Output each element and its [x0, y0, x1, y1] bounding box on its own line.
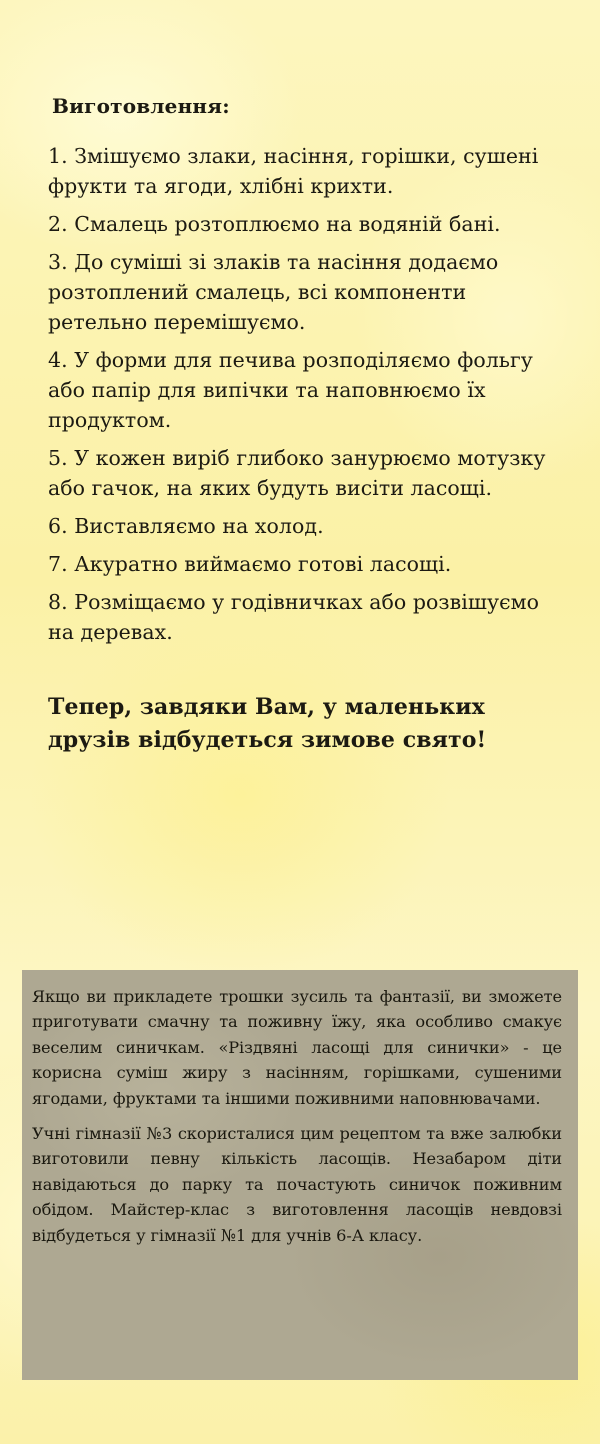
step-item [48, 247, 548, 337]
step-text: 5. У кожен виріб глибоко занурюємо мотузку або гачок, на яких будуть висіти ласощі. [48, 446, 546, 500]
step-text: 6. Виставляємо на холод. [48, 514, 324, 538]
info-box [22, 970, 578, 1380]
step-item [48, 511, 548, 541]
closing-message: Тепер, завдяки Вам, у маленьких друзів відбудеться зимове свято! [48, 694, 487, 753]
step-item [48, 141, 548, 201]
step-text: 1. Змішуємо злаки, насіння, горішки, сушені фрукти та ягоди, хлібні крихти. [48, 144, 539, 198]
step-item [48, 443, 548, 503]
step-item [48, 587, 548, 647]
info-paragraph: Якщо ви прикладете трошки зусиль та фантазії, ви зможете приготувати смачну та поживну їжу, яка особливо смакує веселим синичкам. «Різдвяні ласощі для синички» - це корисна суміш жиру з насінням, горішками, сушеними ягодами, фруктами та іншими поживними наповнювачами. [32, 987, 562, 1108]
info-paragraph: Учні гімназії №3 скористалися цим рецептом та вже залюбки виготовили певну кількість ласощів. Незабаром діти навідаються до парку та почастують синичок поживним обідом. Майстер-клас з виготовлення ласощів невдовзі відбудеться у гімназії №1 для учнів 6-А класу. [32, 1124, 562, 1245]
step-text: 2. Смалець розтоплюємо на водяній бані. [48, 212, 501, 236]
step-item [48, 345, 548, 435]
section-title: Виготовлення: [52, 94, 230, 118]
step-text: 3. До суміші зі злаків та насіння додаємо розтоплений смалець, всі компоненти ретельно перемішуємо. [48, 250, 499, 334]
step-item [48, 209, 548, 239]
steps-list [48, 141, 548, 647]
step-text: 4. У форми для печива розподіляємо фольгу або папір для випічки та наповнюємо їх продуктом. [48, 348, 533, 432]
step-text: 8. Розміщаємо у годівничках або розвішуємо на деревах. [48, 590, 539, 644]
step-text: 7. Акуратно виймаємо готові ласощі. [48, 552, 452, 576]
recipe-section [48, 92, 548, 757]
step-item [48, 549, 548, 579]
